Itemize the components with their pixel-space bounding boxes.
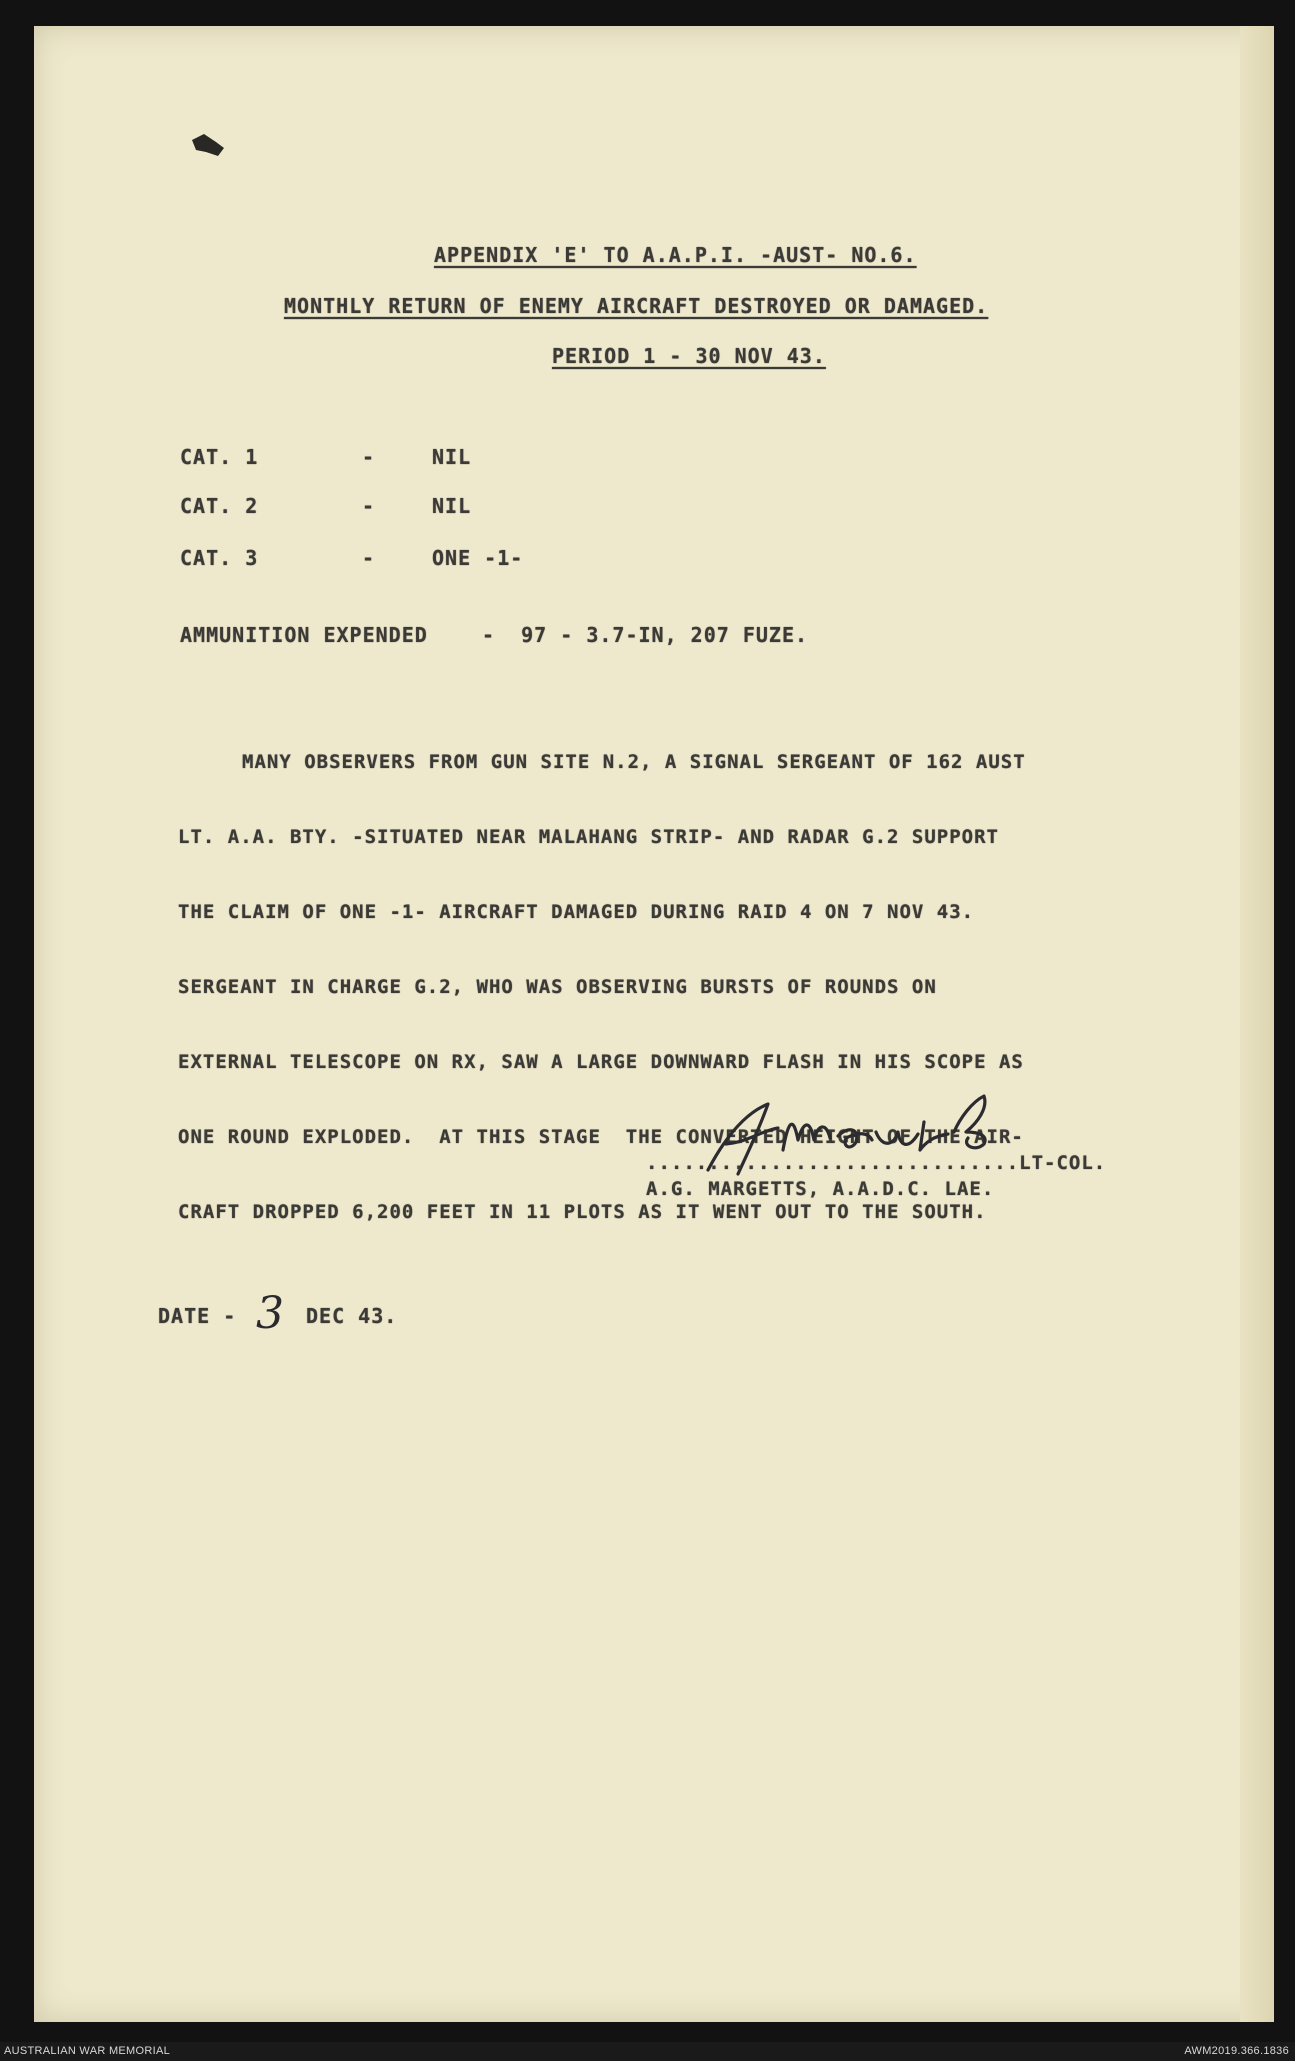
heading-appendix: APPENDIX 'E' TO A.A.P.I. -AUST- NO.6. (434, 243, 917, 267)
ammunition-value: - 97 - 3.7-IN, 207 FUZE. (482, 623, 809, 647)
paragraph-line: LT. A.A. BTY. -SITUATED NEAR MALAHANG STRIP- AND RADAR G.2 SUPPORT (178, 826, 999, 848)
heading-monthly-return: MONTHLY RETURN OF ENEMY AIRCRAFT DESTROYED OR DAMAGED. (284, 294, 989, 318)
paragraph-line: EXTERNAL TELESCOPE ON RX, SAW A LARGE DOWNWARD FLASH IN HIS SCOPE AS (178, 1051, 1024, 1073)
footer-institution: AUSTRALIAN WAR MEMORIAL (4, 2045, 171, 2057)
category-2-value: NIL (432, 494, 472, 518)
category-2-dash: - (362, 494, 376, 518)
torn-corner-mark (184, 126, 234, 166)
signatory-name: A.G. MARGETTS, A.A.D.C. LAE. (646, 1178, 995, 1200)
paragraph-line: ONE ROUND EXPLODED. AT THIS STAGE THE CONVERTED HEIGHT OF THE AIR- (178, 1126, 1024, 1148)
paragraph-line: SERGEANT IN CHARGE G.2, WHO WAS OBSERVING BURSTS OF ROUNDS ON (178, 976, 937, 998)
footer-accession-number: AWM2019.366.1836 (1184, 2045, 1289, 2057)
category-1-value: NIL (432, 445, 472, 469)
date-month-year: DEC 43. (306, 1304, 398, 1328)
category-3-dash: - (362, 546, 376, 570)
ammunition-label: AMMUNITION EXPENDED (180, 623, 428, 647)
category-3-label: CAT. 3 (180, 546, 259, 570)
category-1-label: CAT. 1 (180, 445, 259, 469)
paragraph-line: CRAFT DROPPED 6,200 FEET IN 11 PLOTS AS IT WENT OUT TO THE SOUTH. (178, 1201, 987, 1223)
date-day-handwritten: 3 (256, 1288, 284, 1339)
paragraph-line: MANY OBSERVERS FROM GUN SITE N.2, A SIGNAL SERGEANT OF 162 AUST (242, 751, 1026, 773)
category-2-label: CAT. 2 (180, 494, 259, 518)
date-label: DATE - (158, 1304, 237, 1328)
paragraph-line: THE CLAIM OF ONE -1- AIRCRAFT DAMAGED DURING RAID 4 ON 7 NOV 43. (178, 901, 975, 923)
heading-period: PERIOD 1 - 30 NOV 43. (552, 344, 826, 368)
page-edge (1240, 26, 1274, 2022)
category-3-value: ONE -1- (432, 546, 524, 570)
category-1-dash: - (362, 445, 376, 469)
signature-line: ..............................LT-COL. (646, 1152, 1107, 1174)
